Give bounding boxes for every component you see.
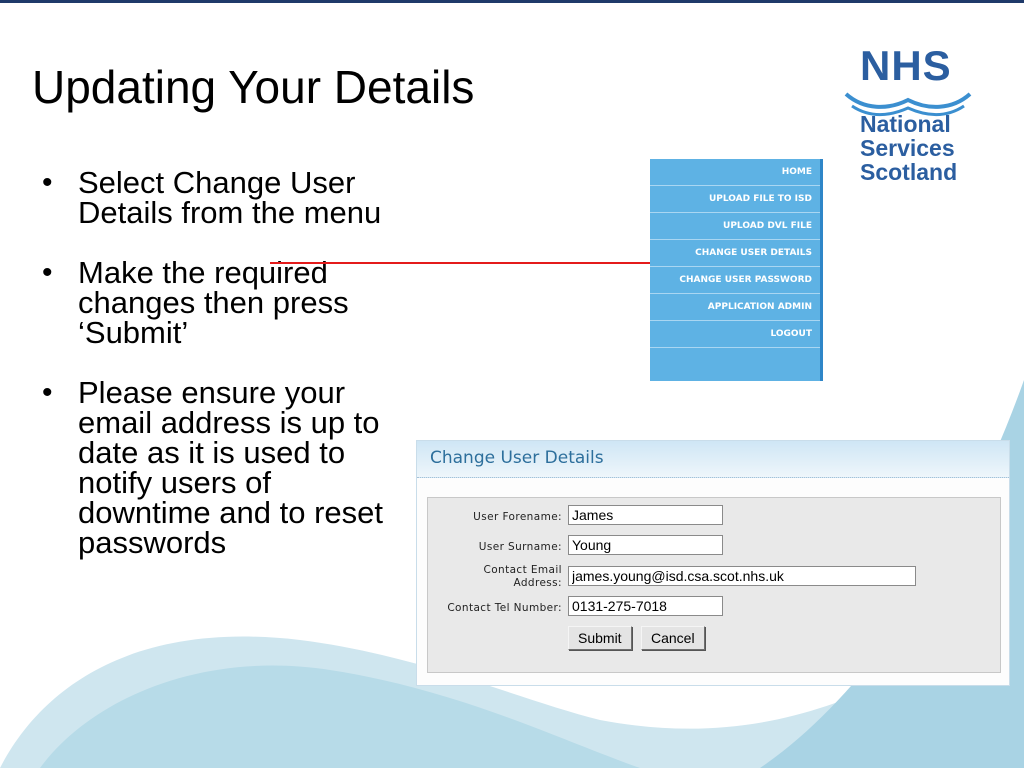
menu-item-upload-file-to-isd[interactable]: UPLOAD FILE TO ISD	[650, 186, 820, 213]
menu-item-change-user-password[interactable]: CHANGE USER PASSWORD	[650, 267, 820, 294]
panel-title: Change User Details	[430, 448, 604, 468]
email-input[interactable]	[568, 566, 916, 586]
menu-item-upload-dvl-file[interactable]: UPLOAD DVL FILE	[650, 213, 820, 240]
menu-item-logout[interactable]: LOGOUT	[650, 321, 820, 348]
nhs-logo-wordmark: NHS	[860, 42, 952, 89]
bullet-text: Please ensure your email address is up to date as it is used to notify users of downtime and to reset passwords	[78, 375, 384, 560]
surname-input[interactable]	[568, 535, 723, 555]
surname-label: User Surname:	[478, 541, 562, 553]
menu-item-home[interactable]: HOME	[650, 159, 820, 186]
email-label-line2: Address:	[513, 577, 562, 589]
menu-item-application-admin[interactable]: APPLICATION ADMIN	[650, 294, 820, 321]
forename-input[interactable]	[568, 505, 723, 525]
logo-line-national: National	[860, 111, 951, 137]
bullet-text: Select Change User Details from the menu	[78, 165, 382, 230]
submit-button[interactable]: Submit	[568, 626, 632, 650]
bullet-item: • Select Change User Details from the menu	[42, 165, 382, 230]
tel-input[interactable]	[568, 596, 723, 616]
change-user-details-panel	[416, 440, 1010, 686]
bullet-text: Make the required changes then press ‘Submit’	[78, 255, 349, 350]
form-box	[427, 497, 1001, 673]
app-menu	[650, 159, 823, 381]
bullet-item: • Make the required changes then press ‘Submit’	[42, 255, 349, 350]
bullet-list	[40, 165, 410, 588]
page-title: Updating Your Details	[32, 61, 475, 113]
tel-label: Contact Tel Number:	[447, 602, 562, 614]
menu-item-change-user-details[interactable]: CHANGE USER DETAILS	[650, 240, 820, 267]
email-label-line1: Contact Email	[483, 564, 562, 576]
bullet-item: • Please ensure your email address is up to date as it is used to notify users of downtime and to reset passwords	[42, 375, 384, 560]
red-arrow	[270, 255, 670, 271]
cancel-button[interactable]: Cancel	[641, 626, 705, 650]
forename-label: User Forename:	[473, 511, 562, 523]
nhs-logo	[838, 40, 978, 190]
logo-line-scotland: Scotland	[860, 159, 958, 185]
logo-line-services: Services	[860, 135, 955, 161]
panel-header	[417, 441, 1009, 478]
